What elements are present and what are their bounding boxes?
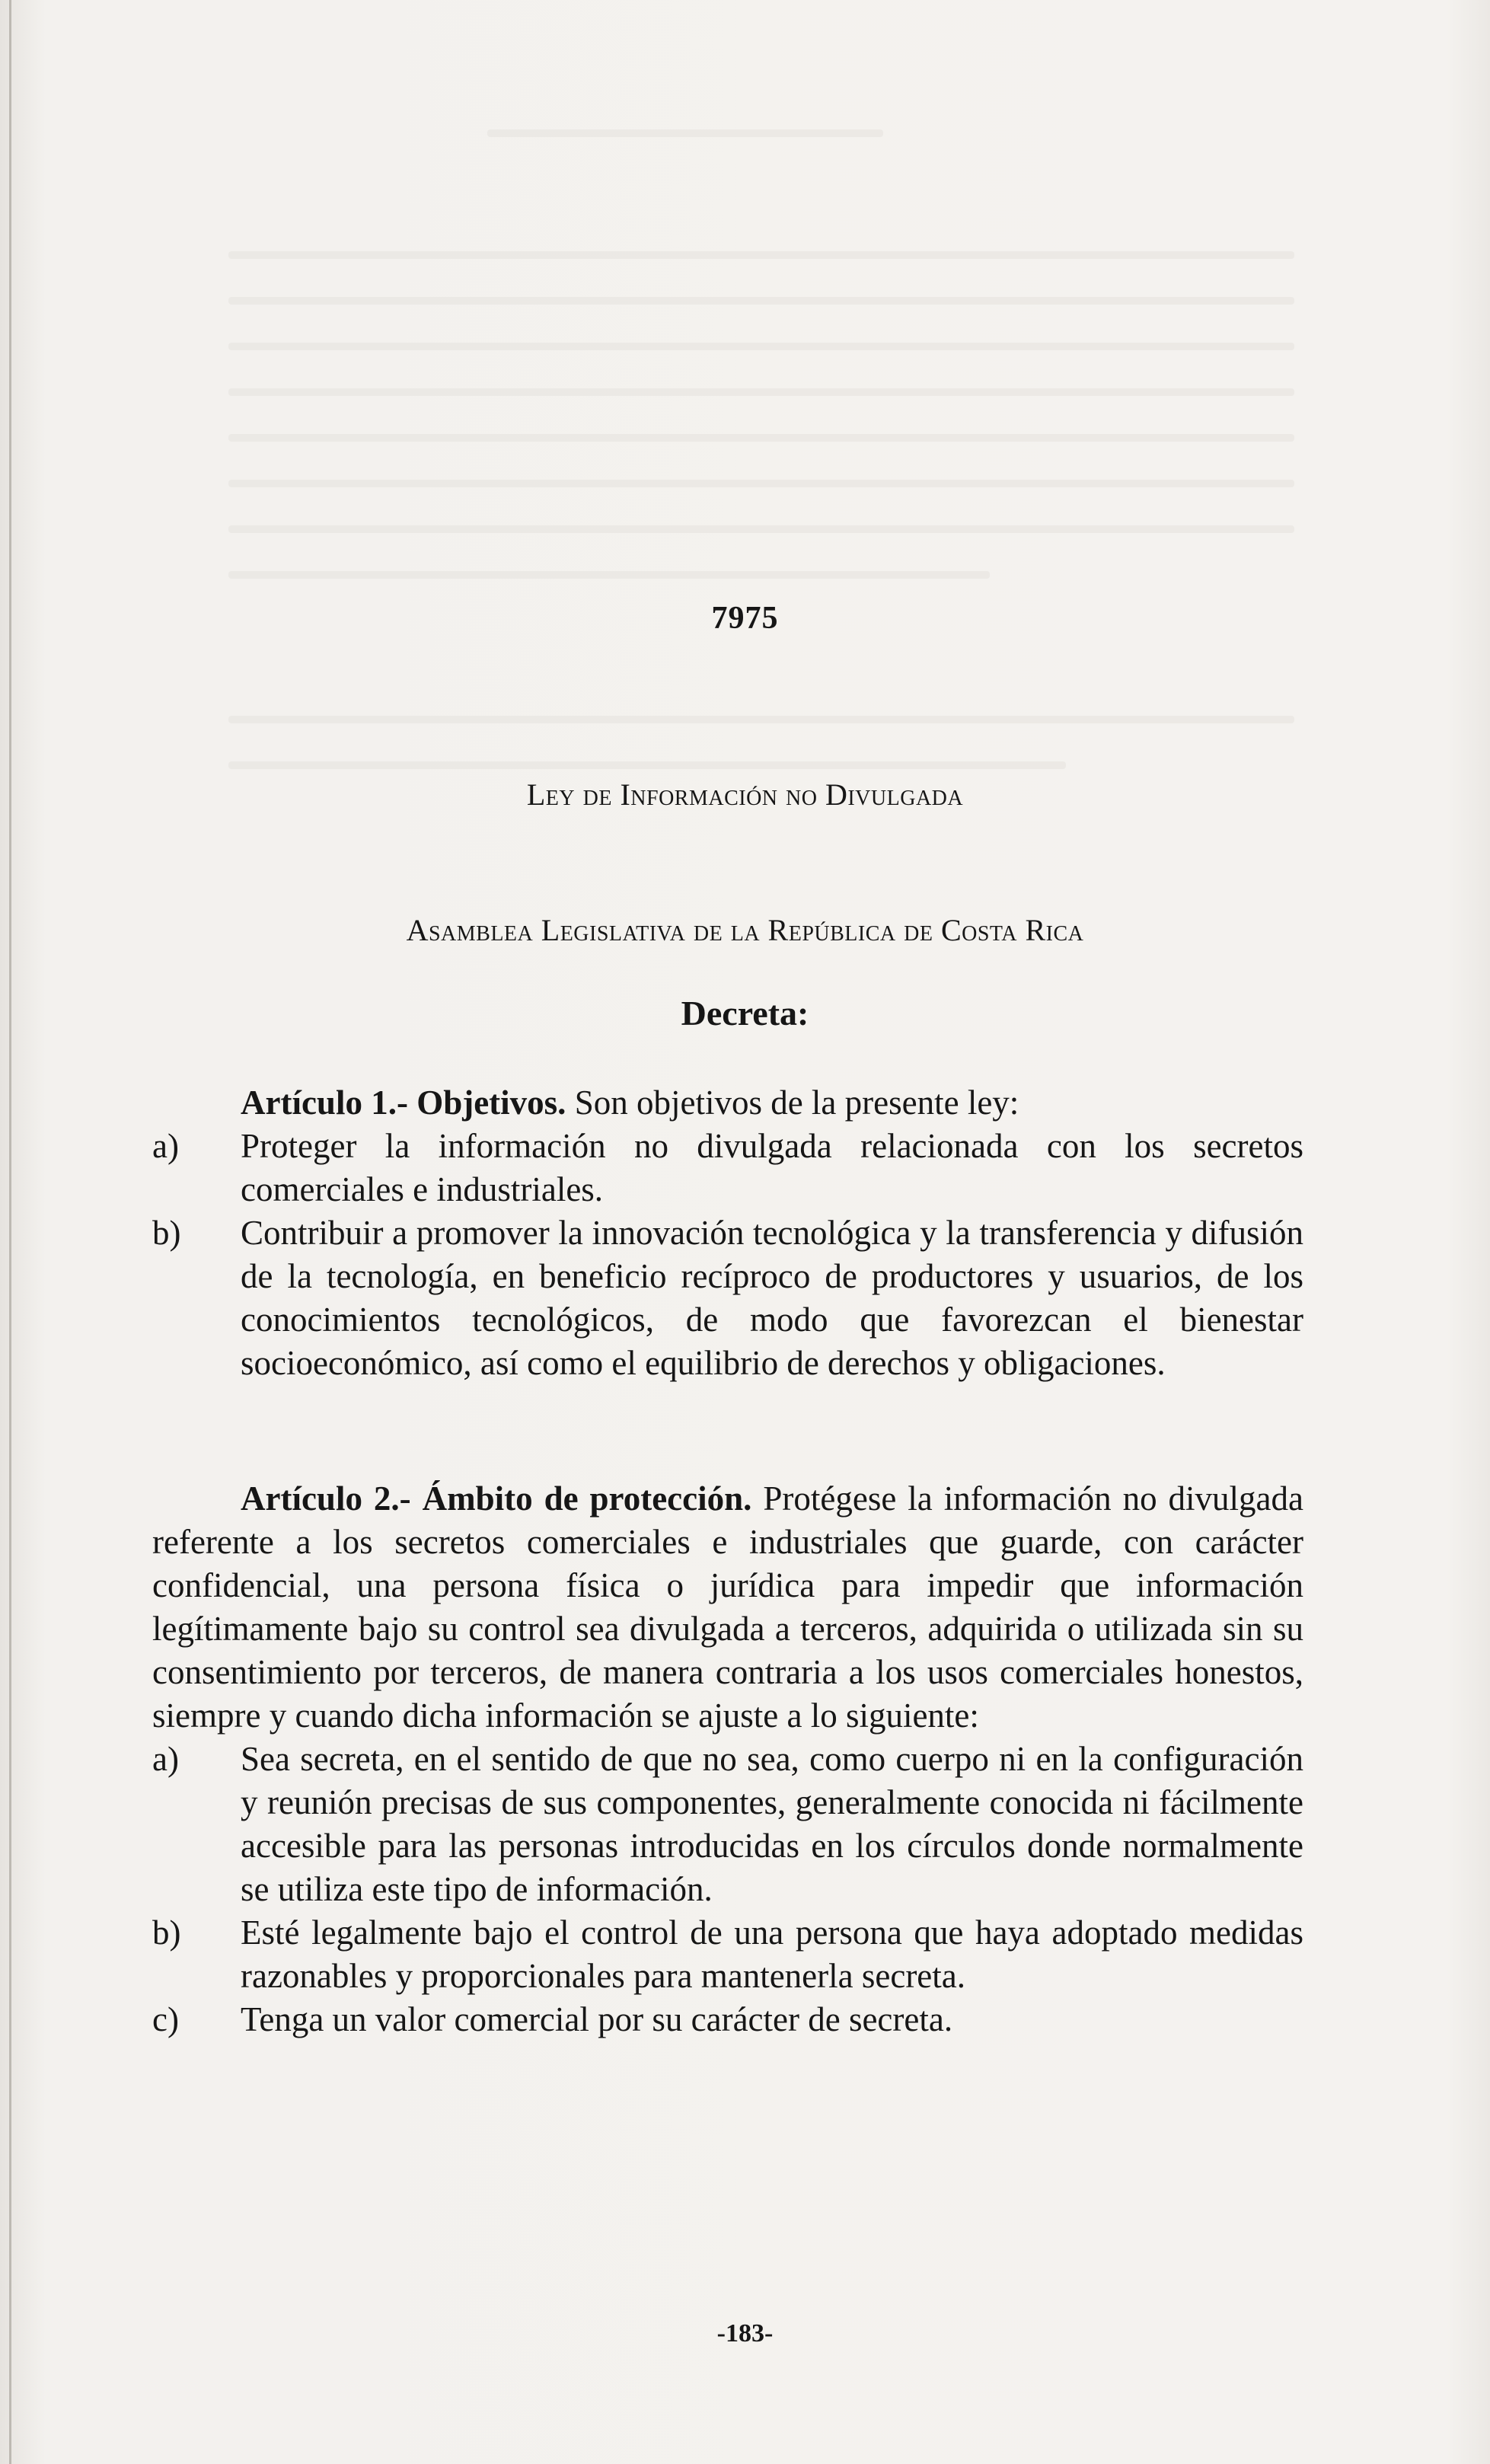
article-1-item-b	[152, 1211, 1303, 1385]
item-marker: b)	[152, 1913, 181, 1952]
article-2	[152, 1477, 1303, 2041]
article-1-item-a	[152, 1125, 1303, 1211]
show-through-line	[228, 716, 1294, 723]
show-through-line	[228, 761, 1066, 769]
article-2-item-c	[152, 1998, 1303, 2041]
show-through-line	[487, 129, 883, 137]
item-text: Proteger la información no divulgada relacionada con los secretos comerciales e industriales.	[241, 1127, 1303, 1208]
article-2-item-b	[152, 1911, 1303, 1998]
item-marker: c)	[152, 2000, 179, 2038]
decree-heading: Decreta:	[681, 994, 809, 1033]
article-1	[152, 1081, 1303, 1385]
item-text: Sea secreta, en el sentido de que no sea, como cuerpo ni en la configuración y reunión precisas de sus componentes, generalmente conocida ni fácilmente accesible para las personas introducidas en los círculos donde normalmente se utiliza este tipo de información.	[241, 1740, 1303, 1908]
item-text: Tenga un valor comercial por su carácter de secreta.	[241, 2000, 953, 2038]
page-number: -183-	[716, 2319, 774, 2348]
show-through-line	[228, 480, 1294, 487]
show-through-line	[228, 525, 1294, 533]
item-marker: a)	[152, 1740, 179, 1778]
item-text: Esté legalmente bajo el control de una persona que haya adoptado medidas razonables y proporcionales para mantenerla secreta.	[241, 1913, 1303, 1995]
law-number: 7975	[711, 601, 779, 636]
assembly-heading: Asamblea Legislativa de la República de Costa Rica	[406, 913, 1084, 947]
law-title: Ley de Información no Divulgada	[526, 777, 964, 812]
article-2-paragraph	[152, 1477, 1303, 1738]
show-through-line	[228, 388, 1294, 396]
show-through-line	[228, 297, 1294, 305]
article-2-heading: Artículo 2.- Ámbito de protección.	[241, 1479, 752, 1518]
show-through-line	[228, 251, 1294, 259]
item-marker: a)	[152, 1127, 179, 1165]
binding-edge	[9, 0, 11, 2464]
show-through-line	[228, 343, 1294, 350]
item-text: Contribuir a promover la innovación tecnológica y la transferencia y difusión de la tecnología, en beneficio recíproco de productores y usuarios, de los conocimientos tecnológicos, de modo que favorezcan el bienestar socioeconómico, así como el equilibrio de derechos y obligaciones.	[241, 1214, 1303, 1382]
article-1-intro: Son objetivos de la presente ley:	[574, 1084, 1019, 1122]
show-through-line	[228, 571, 990, 579]
article-2-intro: Protégese la información no divulgada referente a los secretos comerciales e industriales que guarde, con carácter confidencial, una persona física o jurídica para impedir que información legítimamente bajo su control sea divulgada a terceros, adquirida o utilizada sin su consentimiento por terceros, de manera contraria a los usos comerciales honestos, siempre y cuando dicha información se ajuste a lo siguiente:	[152, 1479, 1303, 1735]
article-1-heading: Artículo 1.- Objetivos.	[241, 1084, 566, 1122]
item-marker: b)	[152, 1214, 181, 1252]
show-through-line	[228, 434, 1294, 442]
article-1-lead	[152, 1081, 1303, 1125]
article-2-item-a	[152, 1738, 1303, 1911]
